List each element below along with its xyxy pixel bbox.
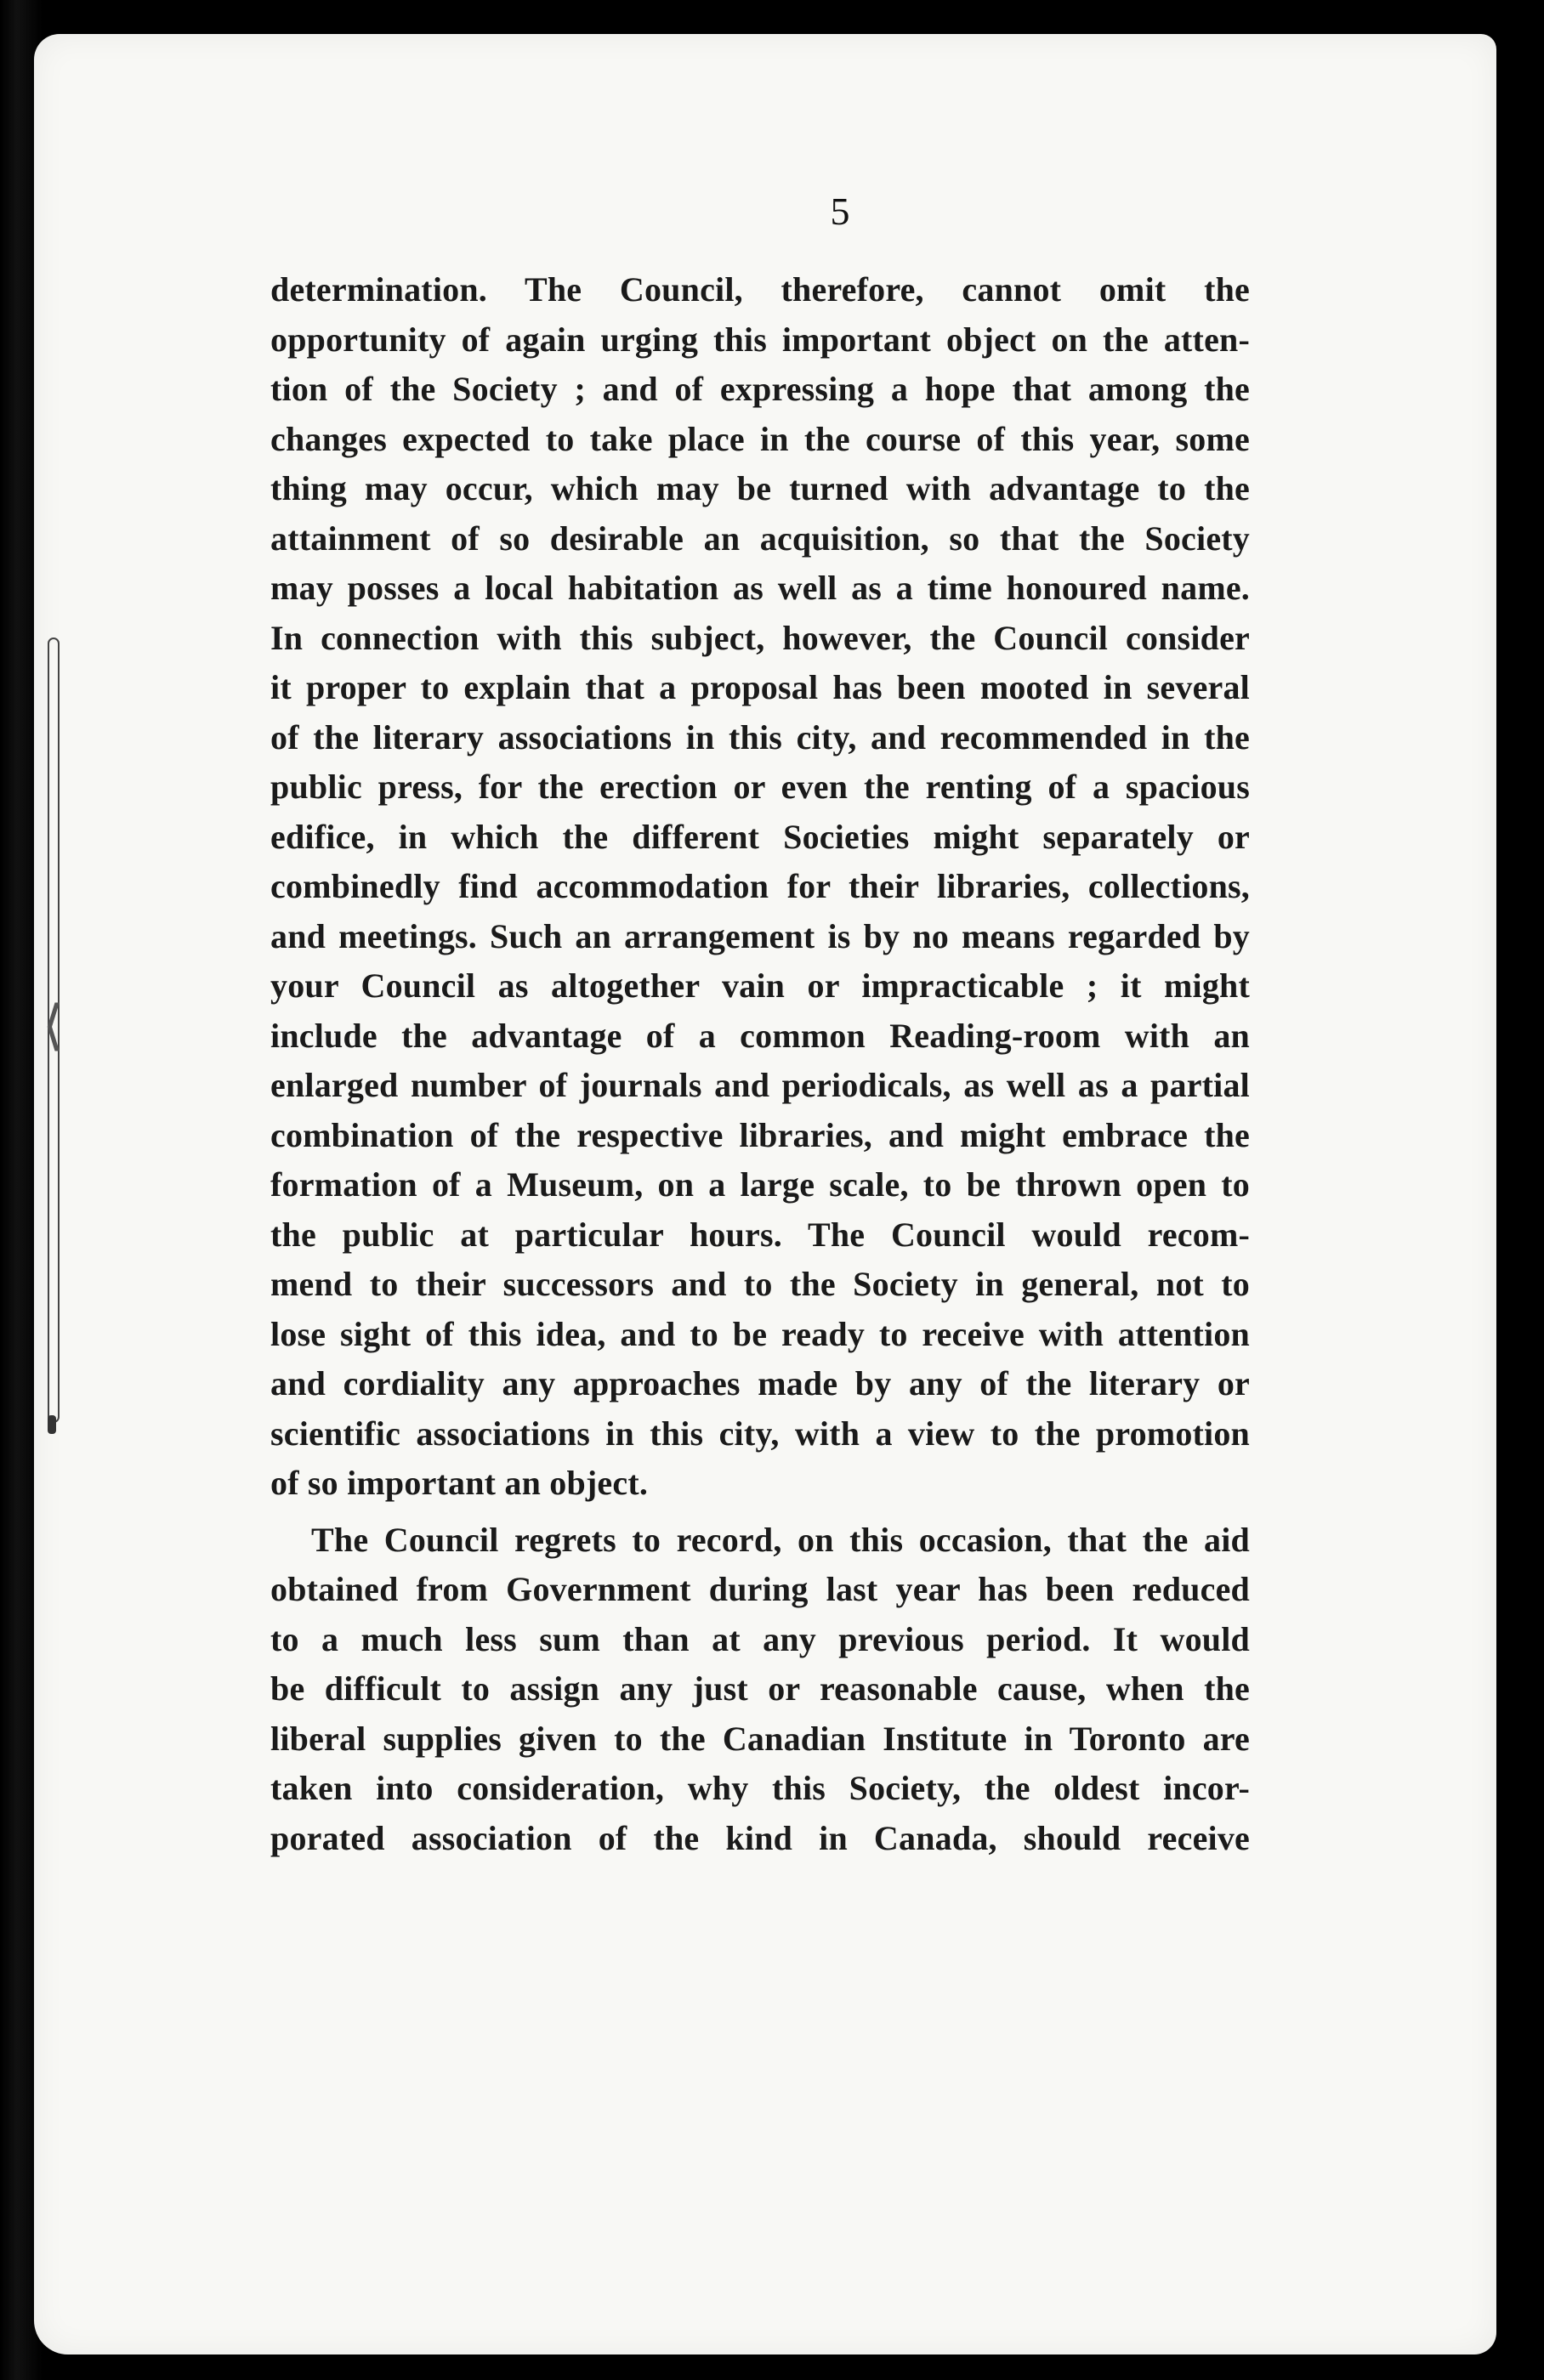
text-line: of the literary associations in this city, and recommended in the bbox=[270, 717, 1250, 756]
text-line: tion of the Society ; and of expressing a hope that among the bbox=[270, 370, 1250, 408]
text-line: of so important an object. bbox=[270, 1464, 649, 1502]
text-line: and cordiality any approaches made by any of the literary or bbox=[270, 1364, 1250, 1402]
binding-knot-icon: ⟨ bbox=[43, 994, 64, 1057]
text-line: combination of the respective libraries, and might embrace the bbox=[270, 1115, 1250, 1154]
paragraph-2 bbox=[270, 1516, 1250, 1864]
text-line: combinedly find accommodation for their libraries, collections, bbox=[270, 867, 1250, 905]
text-line: edifice, in which the different Societies might separately or bbox=[270, 817, 1250, 856]
text-line: enlarged number of journals and periodicals, as well as a partial bbox=[270, 1066, 1250, 1104]
text-line: thing may occur, which may be turned with advantage to the bbox=[270, 469, 1250, 507]
text-line: may posses a local habitation as well as a time honoured name. bbox=[270, 569, 1250, 607]
text-line: to a much less sum than at any previous period. It would bbox=[270, 1619, 1250, 1658]
text-line: opportunity of again urging this important object on the atten- bbox=[270, 320, 1250, 359]
paragraph-1 bbox=[270, 265, 1250, 1509]
text-line: public press, for the erection or even the renting of a spacious bbox=[270, 768, 1250, 806]
text-line: changes expected to take place in the course of this year, some bbox=[270, 419, 1250, 458]
text-line: mend to their successors and to the Society in general, not to bbox=[270, 1265, 1250, 1303]
binding-thread-end bbox=[48, 1415, 56, 1434]
text-line: the public at particular hours. The Council would recom- bbox=[270, 1215, 1250, 1254]
text-line: porated association of the kind in Canada, should receive bbox=[270, 1818, 1250, 1857]
text-line: obtained from Government during last year has been reduced bbox=[270, 1570, 1250, 1608]
text-line: liberal supplies given to the Canadian Institute in Toronto are bbox=[270, 1719, 1250, 1758]
text-line: it proper to explain that a proposal has been mooted in several bbox=[270, 668, 1250, 706]
text-line: lose sight of this idea, and to be ready to receive with attention bbox=[270, 1314, 1250, 1353]
text-line: In connection with this subject, however, the Council consider bbox=[270, 618, 1250, 657]
text-line: your Council as altogether vain or impracticable ; it might bbox=[270, 966, 1250, 1005]
text-line: and meetings. Such an arrangement is by no means regarded by bbox=[270, 916, 1250, 955]
text-line: be difficult to assign any just or reasonable cause, when the bbox=[270, 1669, 1250, 1708]
paragraph-gap bbox=[270, 1509, 1250, 1516]
page-number: 5 bbox=[830, 190, 850, 233]
text-line: scientific associations in this city, with a view to the promotion bbox=[270, 1414, 1250, 1453]
text-line: attainment of so desirable an acquisition, so that the Society bbox=[270, 518, 1250, 558]
body-text bbox=[270, 265, 1250, 1863]
text-line: include the advantage of a common Reading-room with an bbox=[270, 1016, 1250, 1055]
text-line: formation of a Museum, on a large scale, to be thrown open to bbox=[270, 1165, 1250, 1204]
text-line: The Council regrets to record, on this occasion, that the aid bbox=[311, 1520, 1250, 1559]
text-line: taken into consideration, why this Society, the oldest incor- bbox=[270, 1769, 1250, 1807]
text-line: determination. The Council, therefore, cannot omit the bbox=[270, 270, 1250, 309]
